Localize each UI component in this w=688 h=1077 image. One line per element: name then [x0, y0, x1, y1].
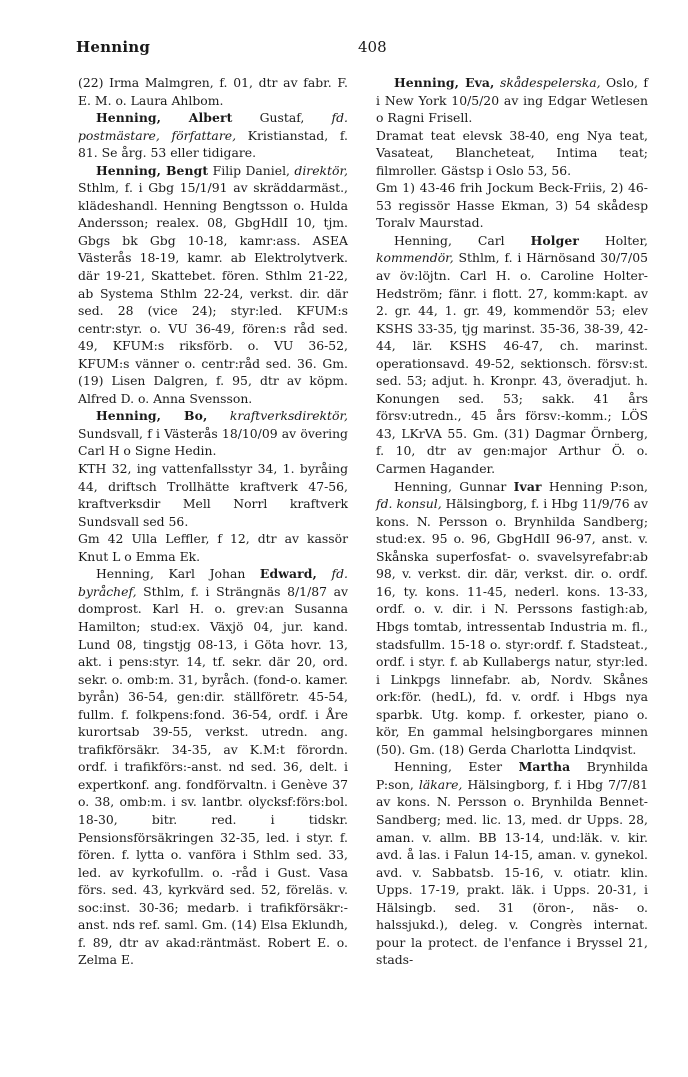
entry-name: Henning, Bo,: [96, 408, 208, 424]
biography-entry: [376, 74, 648, 127]
entry-text: Gm 1) 43-46 frih Jockum Beck-Friis, 2) 46-53 regissör Hasse Ekman, 3) 54 skådesp Toralv Maurstad.: [376, 180, 648, 231]
entry-text: KTH 32, ing vattenfallsstyr 34, 1. byråing 44, driftsch Trollhätte kraftverk 47-56, kraftverksdir Mell Norrl kraftverk Sundsvall sed 56.: [78, 461, 348, 529]
biography-entry: [376, 478, 648, 759]
entry-name-prefix: Henning, Carl: [394, 232, 531, 248]
entry-text: Hälsingborg, f. i Hbg 11/9/76 av kons. N. Persson o. Brynhilda Sandberg; stud:ex. 95 o. 96, GbgHdlI 96-97, anst. v. Skånska superfosfat- o. svavelsyrefabr:ab 98, v. verkst. dir. där, verkst. dir. o. ordf. 16, ty. kons. 11-45, nederl. kons. 13-33, ordf. o. v. dir. i N. Perssons fastigh:ab, Hbgs tomtab, intressentab Industria m. fl., stadsfullm. 15-18 o. styr:ordf. f. Stadsteat., ordf. i styr. f. ab Kullabergs natur, styr:led. i Linkpgs linnefabr. ab, Nordv. Skånes ork:för. (hedL), fd. v. ordf. i Hbgs nya sparbk. Utg. komp. f. orkester, piano o. kör, En gammal helsingborgares minnen (50). Gm. (18) Gerda Charlotta Lindqvist.: [376, 496, 648, 757]
entry-subparagraph: [78, 530, 348, 565]
entry-text: Hälsingborg, f. i Hbg 7/7/81 av kons. N. Persson o. Brynhilda Bennet-Sandberg; med. lic. 13, med. dr Upps. 28, aman. v. allm. BB 13-14, und:läk. v. kir. avd. å las. i Falun 14-15, aman. v. gynekol. avd. v. Sabbatsb. 15-16, v. otiatr. klin. Upps. 17-19, prakt. läk. i Upps. 20-31, i Hälsingb. sed. 31 (öron-, näs- o. halssjukd.), deleg. v. Congrès internat. pour la protect. de l'enfance i Bryssel 21, stads-: [376, 776, 648, 968]
page-number: 408: [358, 38, 387, 56]
entry-text: Kristianstad, f. 81. Se årg. 53 eller tidigare.: [78, 127, 348, 161]
entry-text: Gm 42 Ulla Leffler, f 12, dtr av kassör Knut L o Emma Ek.: [78, 531, 348, 564]
entry-text: Oslo, f i New York 10/5/20 av ing Edgar Wetlesen o Ragni Frisell.: [376, 75, 648, 126]
entry-name: Henning, Bengt: [96, 162, 209, 178]
entry-name-rest: Filip Daniel,: [208, 162, 295, 178]
entry-text: (22) Irma Malmgren, f. 01, dtr av fabr. F. E. M. o. Laura Ahlbom.: [78, 75, 348, 108]
entry-profession: skådespelerska,: [499, 75, 601, 90]
entry-name-rest: Brynhilda P:son,: [376, 759, 649, 792]
entry-name: Edward,: [259, 566, 317, 582]
right-column: [376, 74, 648, 969]
entry-name: Ivar: [513, 478, 542, 494]
entry-text: Sundsvall, f i Västerås 18/10/09 av övering Carl H o Signe Hedin.: [78, 425, 348, 459]
entry-profession: kommendör,: [376, 250, 454, 266]
entry-name: Henning, Albert: [96, 110, 233, 126]
left-column: [78, 74, 348, 969]
entry-profession: läkare,: [418, 776, 463, 792]
biography-entry: [78, 109, 348, 162]
entry-name-rest: Henning P:son,: [541, 478, 648, 494]
running-head: Henning: [76, 38, 151, 56]
entry-text: Sthlm, f. i Gbg 15/1/91 av skräddarmäst., klädeshandl. Henning Bengtsson o. Hulda Andersson; realex. 08, GbgHdlI 10, tjm. Gbgs bk Gbg 10-18, kamr:ass. ASEA Västerås 18-19, kamr. ab Elektrolytverk. där 19-21, Skattebet. fören. Sthlm 21-22, ab Systema Sthlm 22-24, verkst. dir. där sed. 28 (vice 24); styr:led. KFUM:s centr:styr. o. VU 36-49, fören:s råd sed. 49, KFUM:s riksförb. o. VU 36-52, KFUM:s vänner o. centr:råd sed. 36. Gm. (19) Lisen Dalgren, f. 95, dtr av köpm. Alfred D. o. Anna Svensson.: [78, 180, 348, 406]
biography-entry: [78, 407, 348, 460]
entry-name: Holger: [530, 232, 579, 248]
entry-profession: direktör,: [294, 162, 348, 178]
entry-subparagraph: [376, 179, 648, 232]
entry-profession: fd. konsul,: [376, 496, 442, 512]
entry-name-rest: [207, 408, 229, 423]
entry-name-rest: Gustaf,: [232, 110, 332, 126]
entry-name: Henning, Eva,: [394, 75, 495, 90]
entry-profession: fd. postmästare, författare,: [78, 110, 348, 143]
entry-name-prefix: Henning, Ester: [394, 759, 519, 775]
entry-text: Dramat teat elevsk 38-40, eng Nya teat, Vasateat, Blancheteat, Intima teat; filmroller. Gästsp i Oslo 53, 56.: [376, 127, 648, 178]
entry-text: Sthlm, f. i Strängnäs 8/1/87 av domprost. Karl H. o. grev:an Susanna Hamilton; stud:ex. Växjö 04, jur. kand. Lund 08, tingstjg 08-13, i Göta hovr. 13, akt. i pens:styr. 14, tf. sekr. där 20, ord. sekr. o. omb:m. 31, byråch. (fond-o. kamer. byrån) 36-54, gen:dir. ställföretr. 45-54, fullm. f. folkpens:fond. 36-54, ordf. i Åre kurortsab 39-55, verkst. utredn. ang. trafikförsäkr. 34-35, av K.M:t förordn. ordf. i trafikförs:-anst. nd sed. 36, delt. i expertkonf. ang. fondförvaltn. i Genève 37 o. 38, omb:m. i sv. lantbr. olycksf:förs:bol. 18-30, bitr. red. i tidskr. Pensionsförsäkringen 32-35, led. i styr. f. fören. f. lytta o. vanföra i Sthlm sed. 33, led. av kyrkofullm. o. -råd i Gust. Vasa förs. sed. 43, kyrkvärd sed. 52, föreläs. v. soc:inst. 30-36; medarb. i trafikförsäkr:-anst. nds ref. saml. Gm. (14) Elsa Eklundh, f. 89, dtr av akad:räntmäst. Robert E. o. Zelma E.: [78, 583, 348, 968]
entry-profession: fd. byråchef,: [78, 566, 348, 599]
entry-profession: kraftverksdirektör,: [229, 408, 348, 424]
entry-subparagraph: [376, 127, 648, 180]
page-header: [76, 38, 646, 62]
entry-text: Sthlm, f. i Härnösand 30/7/05 av öv:löjtn. Carl H. o. Caroline Holter-Hedström; fänr. i flott. 27, komm:kapt. av 2. gr. 44, 1. gr. 49, kommendör 53; elev KSHS 33-35, tjg marinst. 35-36, 38-39, 42-44, lär. KSHS 46-47, ch. marinst. operationsavd. 49-52, sektionsch. försv:st. sed. 53; adjut. h. Kronpr. 43, överadjut. h. Konungen sed. 53; sakk. 41 års försv:utredn., 45 års försv:-komm.; LÖS 43, LKrVA 55. Gm. (31) Dagmar Örnberg, f. 10, dtr av gen:major Arthur Ö. o. Carmen Hagander.: [376, 250, 648, 477]
entry-name-rest: [317, 566, 332, 581]
biography-entry: [78, 162, 348, 408]
entry-name-prefix: Henning, Karl Johan: [96, 566, 260, 582]
biography-entry: [376, 232, 648, 478]
biography-entry: [78, 565, 348, 969]
entry-name: Martha: [518, 759, 571, 775]
entry-name-rest: Holter,: [578, 232, 648, 248]
entry-subparagraph: [78, 460, 348, 530]
entry-continuation: [78, 74, 348, 109]
biography-entry: [376, 758, 648, 969]
entry-name-prefix: Henning, Gunnar: [394, 478, 514, 494]
